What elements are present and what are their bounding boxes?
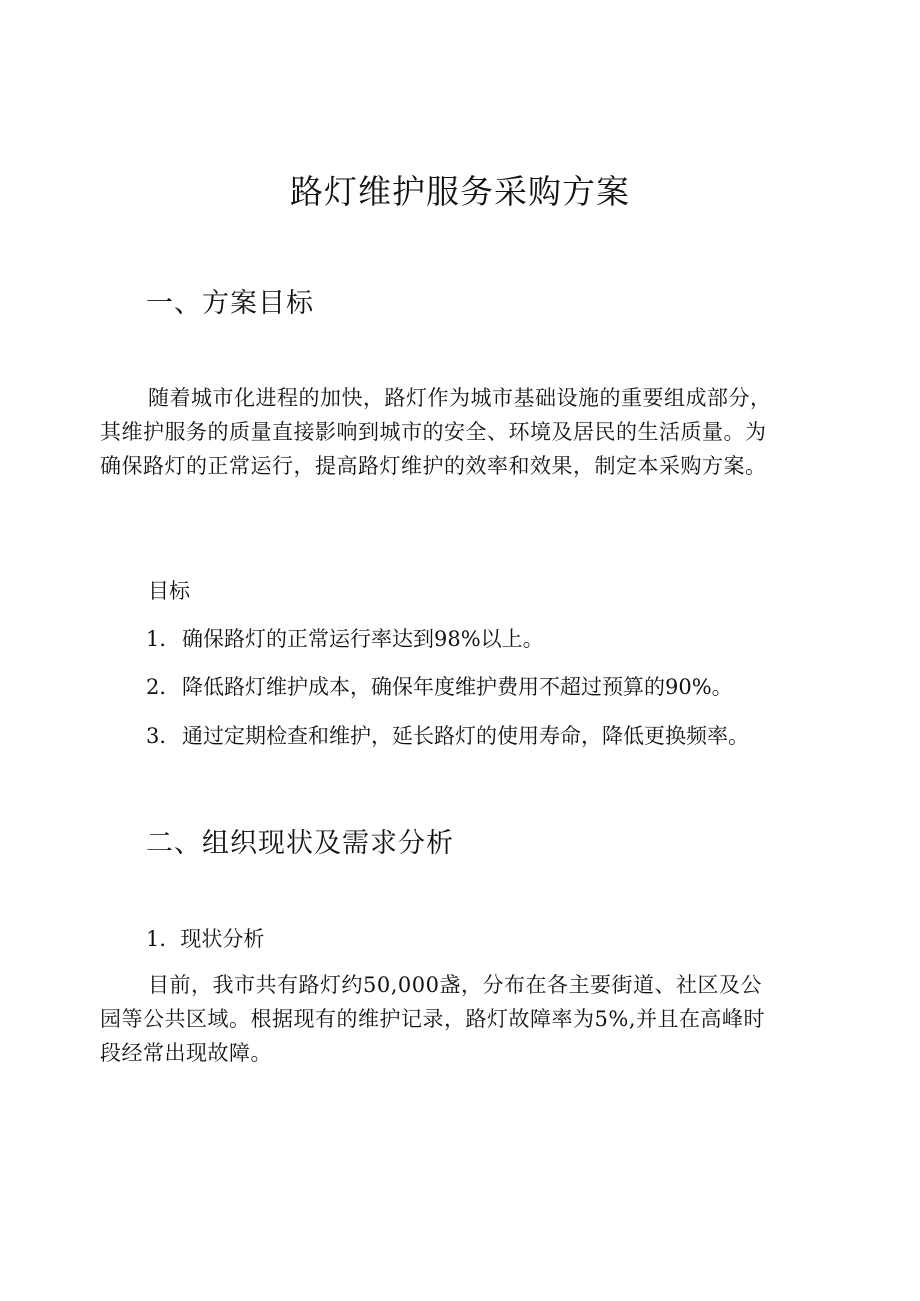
paragraph-line: 其维护服务的质量直接影响到城市的安全、环境及居民的生活质量。为	[100, 420, 767, 444]
goal-text: 通过定期检查和维护，延长路灯的使用寿命，降低更换频率。	[182, 724, 749, 748]
section-heading-analysis: 二、组织现状及需求分析	[146, 828, 454, 859]
goal-text: 降低路灯维护成本，确保年度维护费用不超过预算的90%。	[182, 675, 733, 699]
paragraph-line: 园等公共区域。根据现有的维护记录，路灯故障率为5%,并且在高峰时	[100, 1007, 765, 1031]
objectives-paragraph	[100, 381, 822, 483]
paragraph-line: 段经常出现故障。	[100, 1041, 272, 1065]
paragraph-line: 随着城市化进程的加快，路灯作为城市基础设施的重要组成部分，	[148, 386, 772, 410]
paragraph-line: 目前，我市共有路灯约50,000盏，分布在各主要街道、社区及公	[148, 973, 762, 997]
subsection-label: 1．现状分析	[146, 927, 265, 951]
goals-label: 目标	[148, 579, 190, 603]
goal-item	[146, 672, 733, 702]
paragraph-line: 确保路灯的正常运行，提高路灯维护的效率和效果，制定本采购方案。	[100, 454, 767, 478]
goal-number: 3．	[146, 724, 181, 748]
goal-item	[146, 721, 749, 751]
goal-number: 2．	[146, 675, 181, 699]
section-heading-objectives: 一、方案目标	[146, 288, 314, 319]
goal-text: 确保路灯的正常运行率达到98%以上。	[182, 627, 544, 651]
analysis-paragraph	[100, 968, 822, 1070]
goal-number: 1．	[146, 627, 181, 651]
document-title: 路灯维护服务采购方案	[290, 172, 630, 211]
goal-item	[146, 624, 544, 654]
